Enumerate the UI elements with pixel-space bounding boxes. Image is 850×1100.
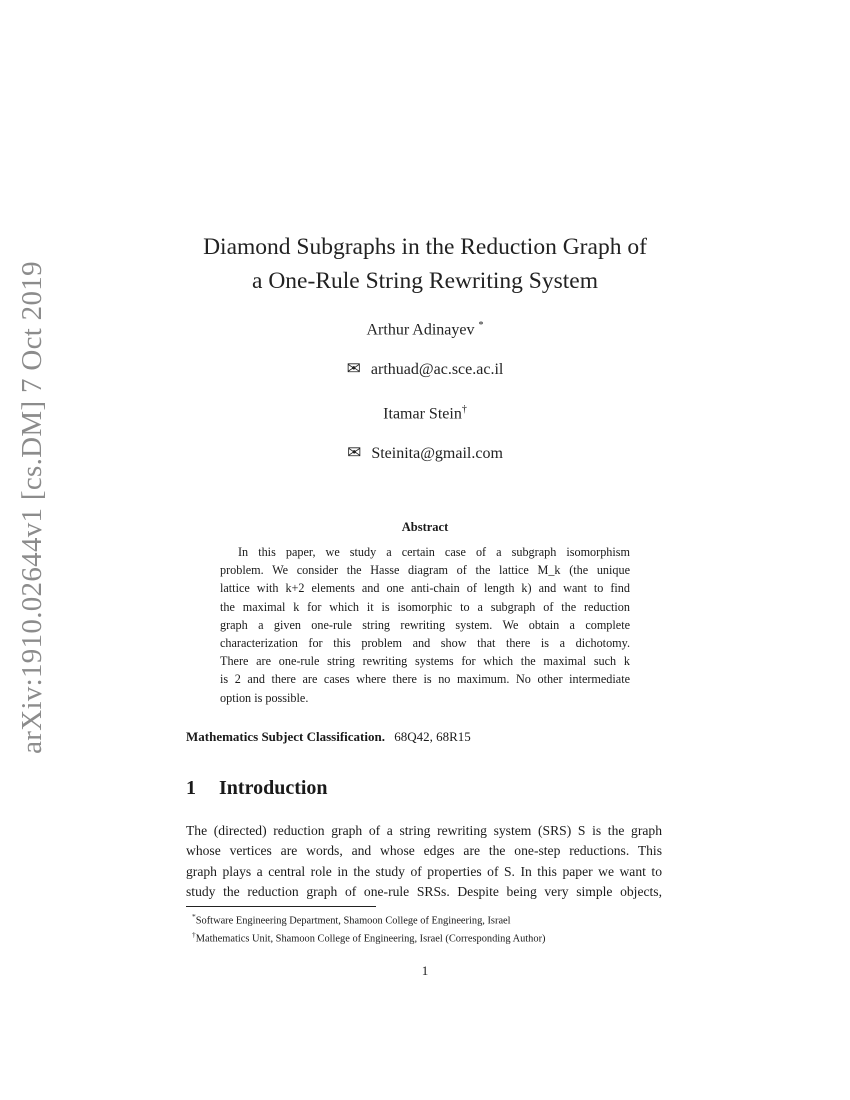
- abstract-line: option is possible.: [220, 690, 309, 705]
- intro-line: study the reduction graph of one-rule SRSs. Despite being very simple objects,: [186, 883, 662, 899]
- introduction-paragraph: [186, 821, 662, 902]
- author-2-name: Itamar Stein: [383, 405, 462, 423]
- abstract-line: is 2 and there are cases where there is no maximum. No other intermediate: [220, 672, 630, 687]
- intro-line: The (directed) reduction graph of a string rewriting system (SRS) S is the graph: [186, 823, 662, 838]
- arxiv-identifier-text: arXiv:1910.02644v1 [cs.DM] 7 Oct 2019: [15, 260, 48, 754]
- title-line-2: a One-Rule String Rewriting System: [252, 268, 598, 294]
- author-1-email-line: [0, 359, 850, 379]
- abstract-line: In this paper, we study a certain case of a subgraph isomorphism: [238, 545, 630, 559]
- abstract-line: There are one-rule string rewriting systems for which the maximal such k: [220, 654, 630, 669]
- author-2-email-line: [0, 443, 850, 463]
- abstract-line: lattice with k+2 elements and one anti-chain of length k) and want to find: [220, 581, 630, 596]
- footnotes: [192, 910, 546, 946]
- envelope-icon: ✉: [346, 359, 361, 378]
- section-number: 1: [186, 777, 196, 799]
- envelope-icon: ✉: [347, 443, 362, 462]
- section-title: Introduction: [219, 777, 328, 799]
- footnote-divider: [186, 906, 376, 907]
- author-2-mark: †: [461, 404, 467, 415]
- msc-label: Mathematics Subject Classification.: [186, 729, 385, 744]
- author-2-email[interactable]: Steinita@gmail.com: [371, 445, 503, 462]
- abstract-line: problem. We consider the Hasse diagram of the lattice M_k (the unique: [220, 563, 630, 578]
- author-2: [0, 404, 850, 423]
- title-line-1: Diamond Subgraphs in the Reduction Graph of: [203, 234, 647, 260]
- footnote-1: *Software Engineering Department, Shamoon College of Engineering, Israel: [192, 912, 511, 927]
- abstract-body: [220, 543, 630, 707]
- abstract-line: graph a given one-rule string rewriting system. We obtain a complete: [220, 617, 630, 632]
- abstract-line: the maximal k for which it is isomorphic to a subgraph of the reduction: [220, 599, 630, 614]
- section-heading-introduction: [186, 777, 328, 800]
- abstract-line: characterization for this problem and show that there is a dichotomy.: [220, 636, 630, 651]
- author-1-name: Arthur Adinayev: [366, 321, 475, 339]
- page-number: 1: [421, 963, 429, 978]
- arxiv-identifier-stamp: [8, 260, 56, 754]
- footnote-2: †Mathematics Unit, Shamoon College of Engineering, Israel (Corresponding Author): [192, 929, 546, 945]
- msc-codes: 68Q42, 68R15: [394, 729, 471, 744]
- intro-line: whose vertices are words, and whose edges are the one-step reductions. This: [186, 843, 662, 859]
- intro-line: graph plays a central role in the study of properties of S. In this paper we want to: [186, 863, 662, 879]
- paper-title: [150, 230, 700, 298]
- msc-classification: [186, 729, 471, 745]
- author-1: [0, 320, 850, 339]
- abstract-heading: Abstract: [401, 520, 449, 534]
- author-1-mark: *: [478, 320, 484, 331]
- author-1-email[interactable]: arthuad@ac.sce.ac.il: [370, 361, 504, 378]
